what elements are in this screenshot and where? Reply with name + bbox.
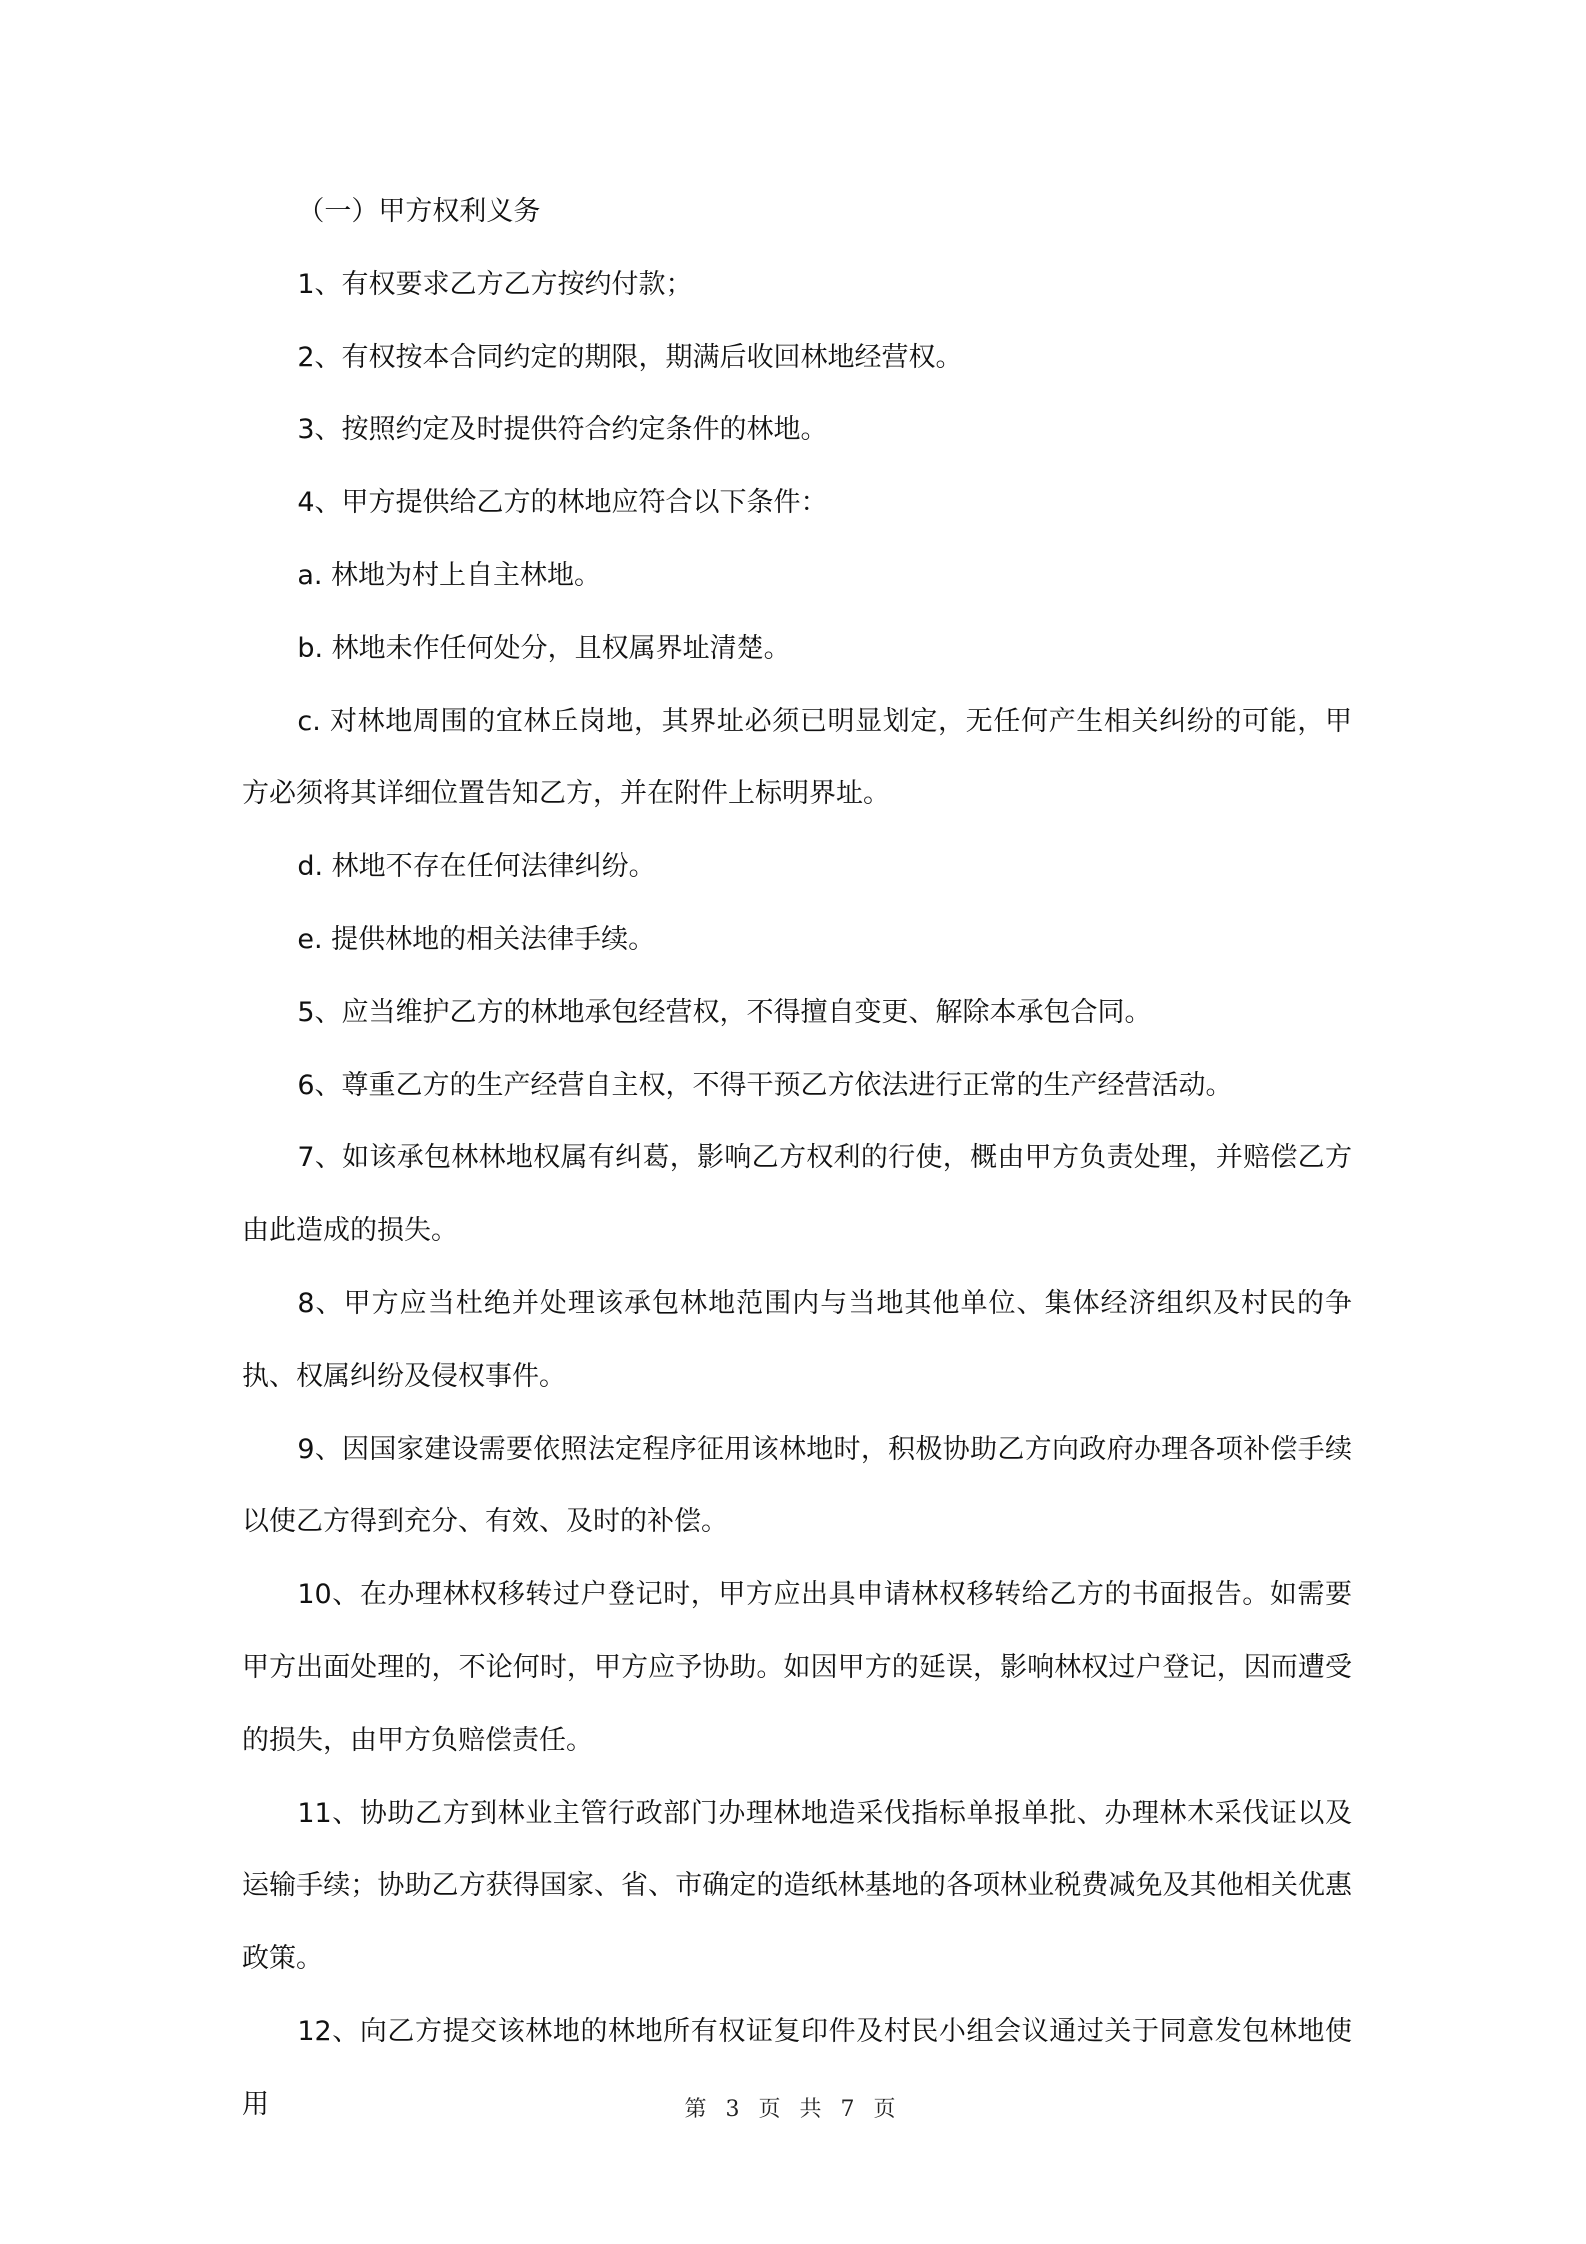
paragraph: 9、因国家建设需要依照法定程序征用该林地时，积极协助乙方向政府办理各项补偿手续以使乙方得到充分、有效、及时的补偿。 [242,1433,1352,1538]
paragraph: c. 对林地周围的宜林丘岗地，其界址必须已明显划定，无任何产生相关纠纷的可能，甲方必须将其详细位置告知乙方，并在附件上标明界址。 [242,705,1352,810]
paragraph: d. 林地不存在任何法律纠纷。 [297,851,656,883]
paragraph: 5、应当维护乙方的林地承包经营权，不得擅自变更、解除本承包合同。 [297,996,1152,1028]
paragraph: a. 林地为村上自主林地。 [297,559,602,591]
paragraph: 7、如该承包林林地权属有纠葛，影响乙方权利的行使，概由甲方负责处理，并赔偿乙方由此造成的损失。 [242,1142,1352,1247]
paragraph: b. 林地未作任何处分，且权属界址清楚。 [297,632,791,664]
page-number: 第 3 页 共 7 页 [684,2097,902,2122]
paragraph: 8、甲方应当杜绝并处理该承包林地范围内与当地其他单位、集体经济组织及村民的争执、权属纠纷及侵权事件。 [242,1287,1352,1392]
paragraph: 10、在办理林权移转过户登记时，甲方应出具申请林权移转给乙方的书面报告。如需要甲方出面处理的，不论何时，甲方应予协助。如因甲方的延误，影响林权过户登记，因而遭受的损失，由甲方负赔偿责任。 [242,1579,1352,1756]
paragraph: 6、尊重乙方的生产经营自主权，不得干预乙方依法进行正常的生产经营活动。 [297,1069,1233,1101]
paragraph: e. 提供林地的相关法律手续。 [297,923,656,955]
paragraph: 4、甲方提供给乙方的林地应符合以下条件： [297,487,828,519]
paragraph: 12、向乙方提交该林地的林地所有权证复印件及村民小组会议通过关于同意发包林地使用 [242,2015,1352,2120]
paragraph: 11、协助乙方到林业主管行政部门办理林地造采伐指标单报单批、办理林木采伐证以及运输手续；协助乙方获得国家、省、市确定的造纸林基地的各项林业税费减免及其他相关优惠政策。 [242,1797,1352,1975]
document-body [242,176,1352,2142]
paragraph: 2、有权按本合同约定的期限，期满后收回林地经营权。 [297,341,963,373]
section-heading: （一）甲方权利义务 [297,196,541,227]
paragraph: 3、按照约定及时提供符合约定条件的林地。 [297,414,828,446]
paragraph: 1、有权要求乙方乙方按约付款； [297,268,693,300]
